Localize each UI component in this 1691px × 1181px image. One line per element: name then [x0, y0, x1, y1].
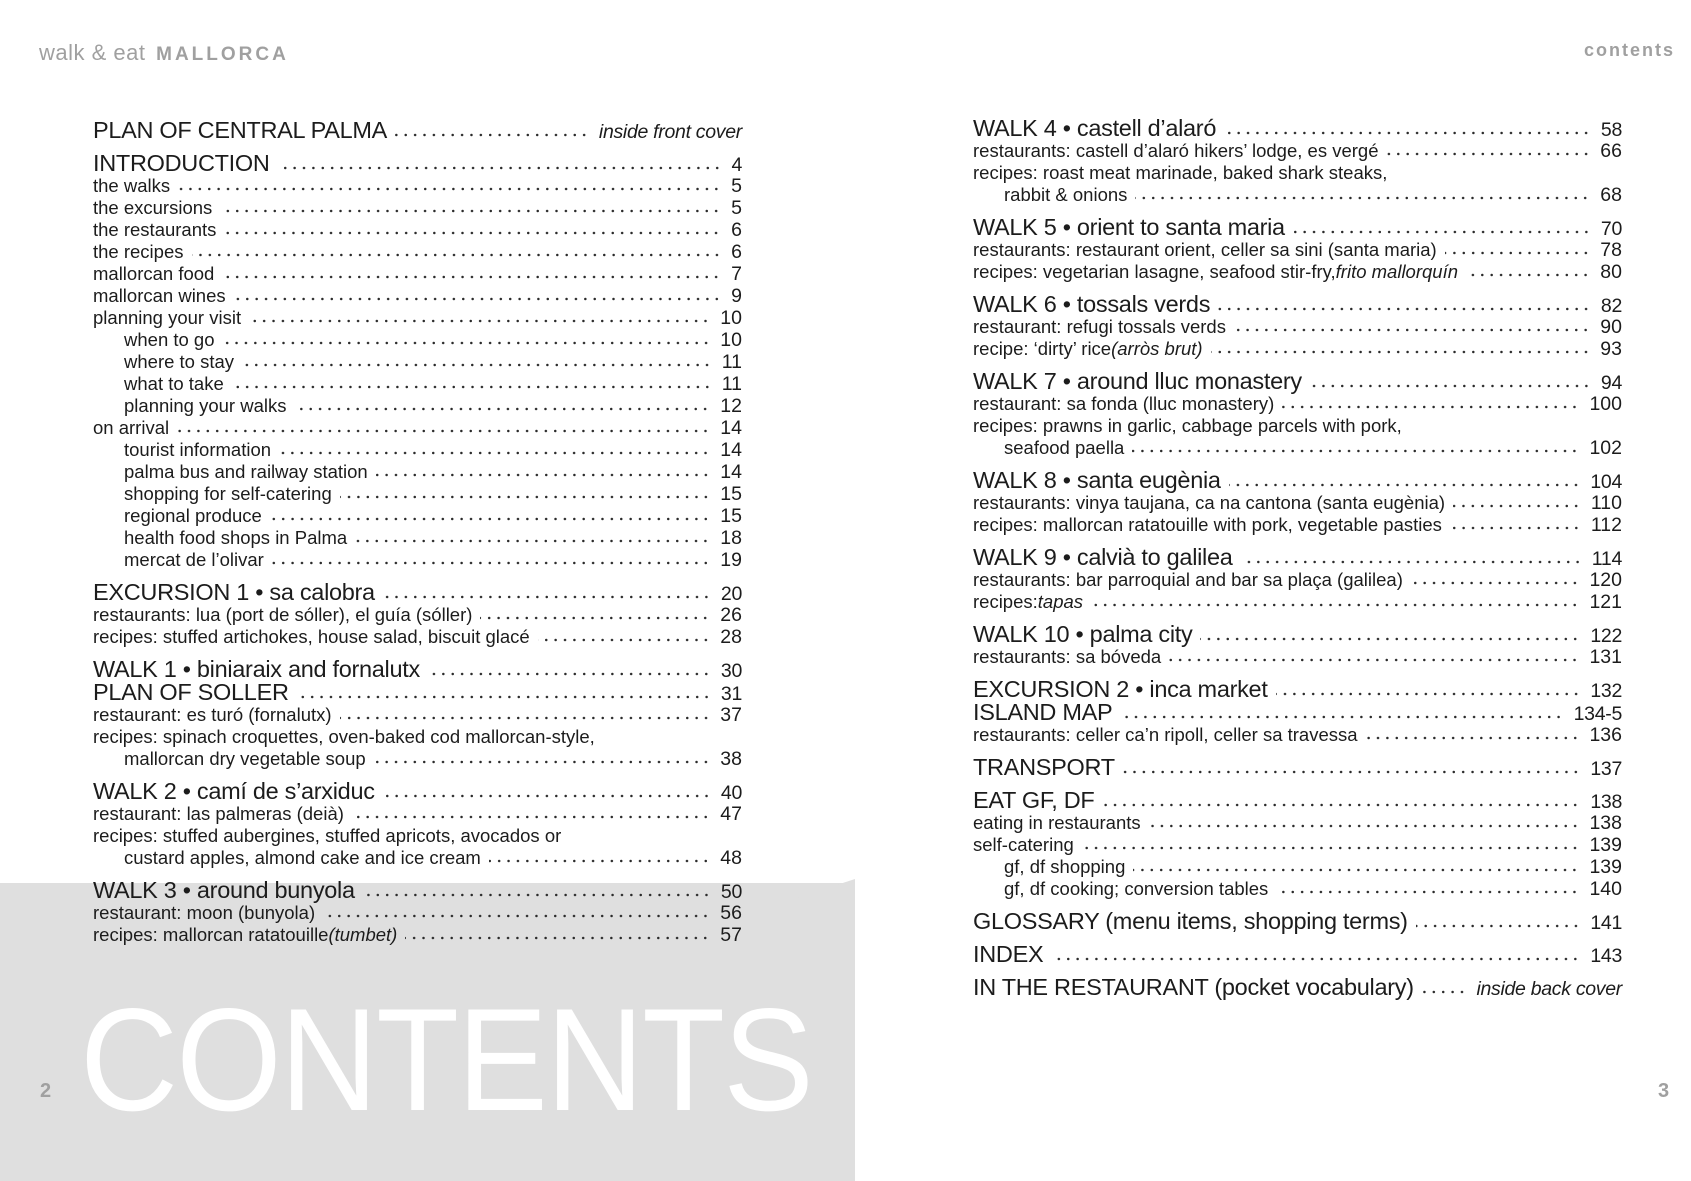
contents-group: [93, 152, 742, 571]
contents-heading[interactable]: [93, 780, 742, 803]
contents-heading[interactable]: [973, 701, 1622, 724]
dot-leader: [1293, 229, 1591, 235]
entry-title: GLOSSARY (menu items, shopping terms): [973, 908, 1408, 934]
entry-page-number: 140: [1589, 878, 1622, 900]
entry-page-number: 47: [720, 803, 742, 825]
contents-heading[interactable]: [973, 216, 1622, 239]
contents-entry[interactable]: [973, 239, 1622, 261]
entry-title: gf, df shopping: [1004, 856, 1126, 877]
contents-group: [973, 943, 1622, 966]
dot-leader: [340, 494, 711, 500]
dot-leader: [272, 560, 710, 566]
contents-entry[interactable]: [93, 924, 742, 946]
entry-page-number: 14: [720, 439, 742, 461]
contents-entry[interactable]: [93, 549, 742, 571]
contents-entry[interactable]: [93, 373, 742, 395]
contents-group: [973, 293, 1622, 360]
dot-leader: [232, 384, 712, 390]
contents-heading[interactable]: [973, 789, 1622, 812]
contents-entry[interactable]: [93, 604, 742, 626]
entry-page-number: 14: [720, 417, 742, 439]
dot-leader: [383, 793, 711, 799]
entry-title-continued: mallorcan dry vegetable soup: [124, 748, 366, 769]
entry-title: ISLAND MAP: [973, 699, 1113, 725]
dot-leader: [1132, 448, 1579, 454]
entry-page-number: 4: [731, 154, 742, 176]
entry-title: the walks: [93, 175, 171, 196]
dot-leader: [1133, 867, 1579, 873]
dot-leader: [1387, 151, 1591, 157]
entry-title: what to take: [124, 373, 224, 394]
entry-title: restaurant: es turó (fornalutx): [93, 704, 332, 725]
entry-title: restaurants: restaurant orient, celler sa sini (santa maria): [973, 239, 1437, 260]
entry-page-number: 19: [720, 549, 742, 571]
contents-entry[interactable]: [93, 748, 742, 770]
entry-title: where to stay: [124, 351, 235, 372]
contents-heading[interactable]: [973, 943, 1622, 966]
entry-title: shopping for self-catering: [124, 483, 332, 504]
contents-group: [973, 910, 1622, 933]
entry-title: WALK 3 • around bunyola: [93, 877, 355, 903]
entry-title-italic: frito mallorquín: [1335, 261, 1459, 282]
contents-entry[interactable]: [93, 395, 742, 417]
dot-leader: [279, 450, 710, 456]
contents-group: [93, 879, 742, 946]
entry-page-number: 20: [720, 583, 742, 605]
contents-heading[interactable]: [93, 681, 742, 704]
contents-entry[interactable]: [93, 902, 742, 924]
contents-group: [93, 581, 742, 648]
entry-page-number: 139: [1589, 856, 1622, 878]
contents-heading[interactable]: [93, 658, 742, 681]
entry-page-number: 11: [721, 373, 742, 395]
contents-entry[interactable]: [973, 646, 1622, 668]
entry-page-number: 9: [731, 285, 742, 307]
entry-page-number: 137: [1590, 758, 1622, 780]
contents-entry[interactable]: [93, 527, 742, 549]
entry-page-number: 120: [1589, 569, 1622, 591]
contents-heading[interactable]: [93, 152, 742, 175]
entry-page-number: 15: [720, 505, 742, 527]
entry-title: restaurants: celler ca’n ripoll, celler sa travessa: [973, 724, 1358, 745]
contents-entry[interactable]: [93, 417, 742, 439]
contents-entry[interactable]: [973, 856, 1622, 878]
contents-group: [973, 216, 1622, 283]
dot-leader: [242, 362, 712, 368]
contents-entry[interactable]: [973, 724, 1622, 746]
entry-title: health food shops in Palma: [124, 527, 348, 548]
contents-entry[interactable]: [93, 241, 742, 263]
entry-page-number: 93: [1600, 338, 1622, 360]
contents-entry[interactable]: [973, 514, 1622, 536]
entry-title: restaurant: sa fonda (lluc monastery): [973, 393, 1275, 414]
contents-heading[interactable]: [973, 623, 1622, 646]
entry-title: EAT GF, DF: [973, 787, 1095, 813]
contents-column-right: [973, 117, 1622, 1009]
contents-entry[interactable]: [93, 175, 742, 197]
contents-heading[interactable]: [973, 293, 1622, 316]
entry-page-number: inside front cover: [598, 121, 742, 143]
entry-page-number: 6: [731, 219, 742, 241]
entry-title: tourist information: [124, 439, 272, 460]
entry-title-continued: custard apples, almond cake and ice cream: [124, 847, 481, 868]
entry-page-number: inside back cover: [1476, 978, 1622, 1000]
entry-page-number: 80: [1600, 261, 1622, 283]
entry-title: restaurant: moon (bunyola): [93, 902, 316, 923]
dot-leader: [340, 715, 711, 721]
dot-leader: [376, 472, 711, 478]
entry-title: restaurants: lua (port de sóller), el guía (sóller): [93, 604, 473, 625]
entry-title: mallorcan wines: [93, 285, 226, 306]
entry-title: the recipes: [93, 241, 184, 262]
contents-entry[interactable]: [93, 803, 742, 825]
entry-page-number: 143: [1590, 945, 1622, 967]
dot-leader: [278, 165, 722, 171]
contents-group: [973, 117, 1622, 206]
entry-title: recipe: ‘dirty’ rice: [973, 338, 1112, 359]
entry-title: TRANSPORT: [973, 754, 1115, 780]
dot-leader: [1218, 306, 1591, 312]
contents-group: [93, 119, 742, 142]
dot-leader: [222, 274, 721, 280]
contents-heading[interactable]: [93, 119, 742, 142]
contents-entry[interactable]: [973, 261, 1622, 283]
contents-entry[interactable]: [973, 569, 1622, 591]
dot-leader: [352, 814, 710, 820]
contents-entry[interactable]: [93, 483, 742, 505]
contents-group: [93, 780, 742, 869]
dot-leader: [1169, 657, 1579, 663]
entry-page-number: 48: [720, 847, 742, 869]
dot-leader: [1051, 956, 1580, 962]
entry-title: regional produce: [124, 505, 262, 526]
contents-entry[interactable]: [973, 140, 1622, 162]
page-number-right: 3: [1658, 1080, 1670, 1102]
entry-page-number: 66: [1600, 140, 1622, 162]
contents-entry[interactable]: [973, 338, 1622, 360]
contents-group: [973, 976, 1622, 999]
dot-leader: [1123, 769, 1581, 775]
contents-entry[interactable]: [93, 263, 742, 285]
dot-leader: [192, 252, 722, 258]
entry-page-number: 40: [720, 782, 742, 804]
dot-leader: [1102, 802, 1580, 808]
entry-title: WALK 1 • biniaraix and fornalutx: [93, 656, 420, 682]
page-number-left: 2: [40, 1080, 52, 1102]
entry-page-number: 10: [720, 307, 742, 329]
entry-title: restaurants: bar parroquial and bar sa plaça (galilea): [973, 569, 1403, 590]
dot-leader: [223, 340, 711, 346]
entry-page-number: 5: [731, 197, 742, 219]
dot-leader: [1282, 404, 1579, 410]
entry-page-number: 57: [720, 924, 742, 946]
contents-heading[interactable]: [973, 546, 1622, 569]
contents-entry[interactable]: [973, 437, 1622, 459]
entry-page-number: 134-5: [1573, 703, 1622, 725]
entry-page-number: 10: [720, 329, 742, 351]
contents-entry[interactable]: [973, 878, 1622, 900]
dot-leader: [224, 230, 721, 236]
dot-leader: [1310, 383, 1591, 389]
contents-heading[interactable]: [973, 370, 1622, 393]
dot-leader: [428, 671, 711, 677]
entry-page-number: 104: [1590, 471, 1622, 493]
entry-page-number: 78: [1600, 239, 1622, 261]
dot-leader: [1234, 327, 1590, 333]
entry-page-number: 90: [1600, 316, 1622, 338]
dot-leader: [383, 594, 711, 600]
entry-title-line: recipes: roast meat marinade, baked shark steaks,: [973, 162, 1388, 183]
contents-entry[interactable]: [973, 316, 1622, 338]
entry-title: WALK 6 • tossals verds: [973, 291, 1211, 317]
dot-leader: [1422, 989, 1467, 995]
entry-page-number: 102: [1589, 437, 1622, 459]
entry-title-line: recipes: stuffed aubergines, stuffed apricots, avocados or: [93, 825, 562, 846]
entry-page-number: 28: [720, 626, 742, 648]
contents-heading[interactable]: [973, 910, 1622, 933]
dot-leader: [480, 615, 710, 621]
entry-title: WALK 7 • around lluc monastery: [973, 368, 1302, 394]
entry-title: INTRODUCTION: [93, 150, 270, 176]
entry-title: restaurants: sa bóveda: [973, 646, 1162, 667]
entry-title: recipes: mallorcan ratatouille with pork, vegetable pasties: [973, 514, 1442, 535]
entry-title: EXCURSION 2 • inca market: [973, 676, 1268, 702]
contents-decorative-title: CONTENTS: [80, 978, 812, 1141]
entry-page-number: 136: [1589, 724, 1622, 746]
entry-title: restaurant: refugi tossals verds: [973, 316, 1226, 337]
contents-entry[interactable]: [973, 393, 1622, 415]
running-head-series: walk & eat: [39, 40, 146, 65]
contents-column-left: [93, 119, 742, 956]
running-head-right: contents: [1583, 40, 1675, 60]
contents-heading[interactable]: [973, 756, 1622, 779]
dot-leader: [1466, 272, 1590, 278]
contents-group: [973, 678, 1622, 746]
entry-page-number: 37: [720, 704, 742, 726]
entry-page-number: 38: [720, 748, 742, 770]
entry-title: recipes: mallorcan ratatouille: [93, 924, 329, 945]
entry-title: palma bus and railway station: [124, 461, 368, 482]
entry-title: WALK 8 • santa eugènia: [973, 467, 1221, 493]
contents-group: [93, 658, 742, 770]
entry-page-number: 121: [1589, 591, 1622, 613]
contents-entry[interactable]: [973, 834, 1622, 856]
contents-entry[interactable]: [93, 219, 742, 241]
dot-leader: [1229, 482, 1581, 488]
entry-page-number: 6: [731, 241, 742, 263]
entry-page-number: 14: [720, 461, 742, 483]
entry-title: recipes:: [973, 591, 1038, 612]
contents-heading[interactable]: [973, 117, 1622, 140]
contents-heading[interactable]: [93, 581, 742, 604]
entry-page-number: 122: [1590, 625, 1622, 647]
dot-leader: [220, 208, 721, 214]
entry-page-number: 70: [1600, 218, 1622, 240]
entry-title: WALK 9 • calvià to galilea: [973, 544, 1233, 570]
entry-title: INDEX: [973, 941, 1044, 967]
entry-page-number: 31: [720, 683, 742, 705]
entry-title: the restaurants: [93, 219, 217, 240]
dot-leader: [1120, 714, 1563, 720]
contents-entry[interactable]: [973, 591, 1622, 613]
entry-title: restaurants: castell d’alaró hikers’ lodge, es vergé: [973, 140, 1379, 161]
entry-title: PLAN OF CENTRAL PALMA: [93, 117, 388, 143]
dot-leader: [355, 538, 710, 544]
dot-leader: [270, 516, 710, 522]
entry-title-line: recipes: spinach croquettes, oven-baked cod mallorcan-style,: [93, 726, 595, 747]
dot-leader: [1445, 250, 1591, 256]
entry-page-number: 138: [1589, 812, 1622, 834]
contents-group: [973, 789, 1622, 900]
contents-group: [973, 546, 1622, 613]
entry-page-number: 100: [1589, 393, 1622, 415]
contents-entry[interactable]: [93, 329, 742, 351]
dot-leader: [1091, 602, 1579, 608]
entry-page-number: 30: [720, 660, 742, 682]
entry-page-number: 50: [720, 881, 742, 903]
dot-leader: [1450, 525, 1581, 531]
entry-page-number: 114: [1591, 548, 1622, 570]
contents-group: [973, 469, 1622, 536]
entry-title: restaurants: vinya taujana, ca na cantona (santa eugènia): [973, 492, 1446, 513]
entry-title: WALK 5 • orient to santa maria: [973, 214, 1285, 240]
dot-leader: [1200, 636, 1580, 642]
entry-title-continued: seafood paella: [1004, 437, 1125, 458]
entry-page-number: 12: [720, 395, 742, 417]
entry-page-number: 18: [720, 527, 742, 549]
entry-title: mercat de l’olivar: [124, 549, 264, 570]
entry-page-number: 110: [1590, 492, 1622, 514]
entry-page-number: 94: [1600, 372, 1622, 394]
contents-entry[interactable]: [93, 505, 742, 527]
entry-page-number: 131: [1589, 646, 1622, 668]
contents-heading[interactable]: [973, 469, 1622, 492]
contents-heading[interactable]: [93, 879, 742, 902]
contents-entry[interactable]: [93, 704, 742, 726]
dot-leader: [1241, 559, 1582, 565]
dot-leader: [1453, 503, 1581, 509]
dot-leader: [1276, 889, 1579, 895]
entry-title: self-catering: [973, 834, 1074, 855]
dot-leader: [1276, 691, 1581, 697]
running-head-left: [39, 40, 289, 66]
entry-page-number: 68: [1600, 184, 1622, 206]
contents-entry[interactable]: [973, 184, 1622, 206]
contents-entry[interactable]: [93, 461, 742, 483]
dot-leader: [395, 132, 589, 138]
entry-title: WALK 10 • palma city: [973, 621, 1193, 647]
dot-leader: [1366, 735, 1580, 741]
entry-title-line: recipes: prawns in garlic, cabbage parcels with pork,: [973, 415, 1402, 436]
entry-page-number: 132: [1590, 680, 1622, 702]
entry-title: when to go: [124, 329, 215, 350]
contents-entry[interactable]: [93, 285, 742, 307]
dot-leader: [1211, 349, 1591, 355]
contents-group: [973, 623, 1622, 668]
entry-page-number: 5: [731, 175, 742, 197]
entry-title: EXCURSION 1 • sa calobra: [93, 579, 375, 605]
dot-leader: [1224, 130, 1591, 136]
contents-entry[interactable]: [93, 307, 742, 329]
dot-leader: [294, 406, 710, 412]
dot-leader: [323, 913, 710, 919]
running-head-brand: MALLORCA: [156, 44, 289, 65]
dot-leader: [1416, 923, 1581, 929]
entry-page-number: 11: [721, 351, 742, 373]
entry-title-italic: (arròs brut): [1111, 338, 1203, 359]
contents-entry[interactable]: [93, 847, 742, 869]
entry-title: recipes: stuffed artichokes, house salad, biscuit glacé: [93, 626, 530, 647]
dot-leader: [234, 296, 722, 302]
entry-title: on arrival: [93, 417, 170, 438]
entry-title-italic: tapas: [1037, 591, 1084, 612]
entry-page-number: 141: [1590, 912, 1622, 934]
dot-leader: [177, 428, 710, 434]
dot-leader: [1082, 845, 1580, 851]
entry-title: eating in restaurants: [973, 812, 1141, 833]
entry-title: mallorcan food: [93, 263, 215, 284]
contents-heading[interactable]: [973, 976, 1622, 999]
entry-title: WALK 4 • castell d’alaró: [973, 115, 1217, 141]
entry-page-number: 26: [720, 604, 742, 626]
dot-leader: [374, 759, 711, 765]
entry-title-italic: (tumbet): [328, 924, 398, 945]
dot-leader: [249, 318, 710, 324]
dot-leader: [363, 892, 711, 898]
entry-title: planning your walks: [124, 395, 287, 416]
contents-entry[interactable]: [93, 197, 742, 219]
contents-entry[interactable]: [93, 351, 742, 373]
entry-page-number: 56: [720, 902, 742, 924]
entry-page-number: 7: [731, 263, 742, 285]
contents-entry[interactable]: [973, 492, 1622, 514]
dot-leader: [538, 637, 711, 643]
entry-title: planning your visit: [93, 307, 242, 328]
contents-group: [973, 370, 1622, 459]
entry-title: WALK 2 • camí de s’arxiduc: [93, 778, 375, 804]
dot-leader: [489, 858, 710, 864]
entry-title: restaurant: las palmeras (deià): [93, 803, 344, 824]
dot-leader: [178, 186, 721, 192]
dot-leader: [1135, 195, 1590, 201]
contents-heading[interactable]: [973, 678, 1622, 701]
entry-title: gf, df cooking; conversion tables: [1004, 878, 1269, 899]
contents-entry[interactable]: [973, 812, 1622, 834]
contents-entry[interactable]: [93, 439, 742, 461]
entry-page-number: 82: [1600, 295, 1622, 317]
dot-leader: [1411, 580, 1580, 586]
entry-page-number: 15: [720, 483, 742, 505]
entry-page-number: 58: [1600, 119, 1622, 141]
entry-title-continued: rabbit & onions: [1004, 184, 1128, 205]
entry-page-number: 138: [1590, 791, 1622, 813]
dot-leader: [1149, 823, 1580, 829]
entry-title: recipes: vegetarian lasagne, seafood stir-fry,: [973, 261, 1336, 282]
entry-page-number: 112: [1590, 514, 1622, 536]
dot-leader: [405, 935, 710, 941]
contents-entry[interactable]: [93, 626, 742, 648]
entry-title: the excursions: [93, 197, 213, 218]
entry-title: IN THE RESTAURANT (pocket vocabulary): [973, 974, 1414, 1000]
dot-leader: [297, 694, 711, 700]
entry-title: PLAN OF SOLLER: [93, 679, 289, 705]
entry-page-number: 139: [1589, 834, 1622, 856]
contents-group: [973, 756, 1622, 779]
